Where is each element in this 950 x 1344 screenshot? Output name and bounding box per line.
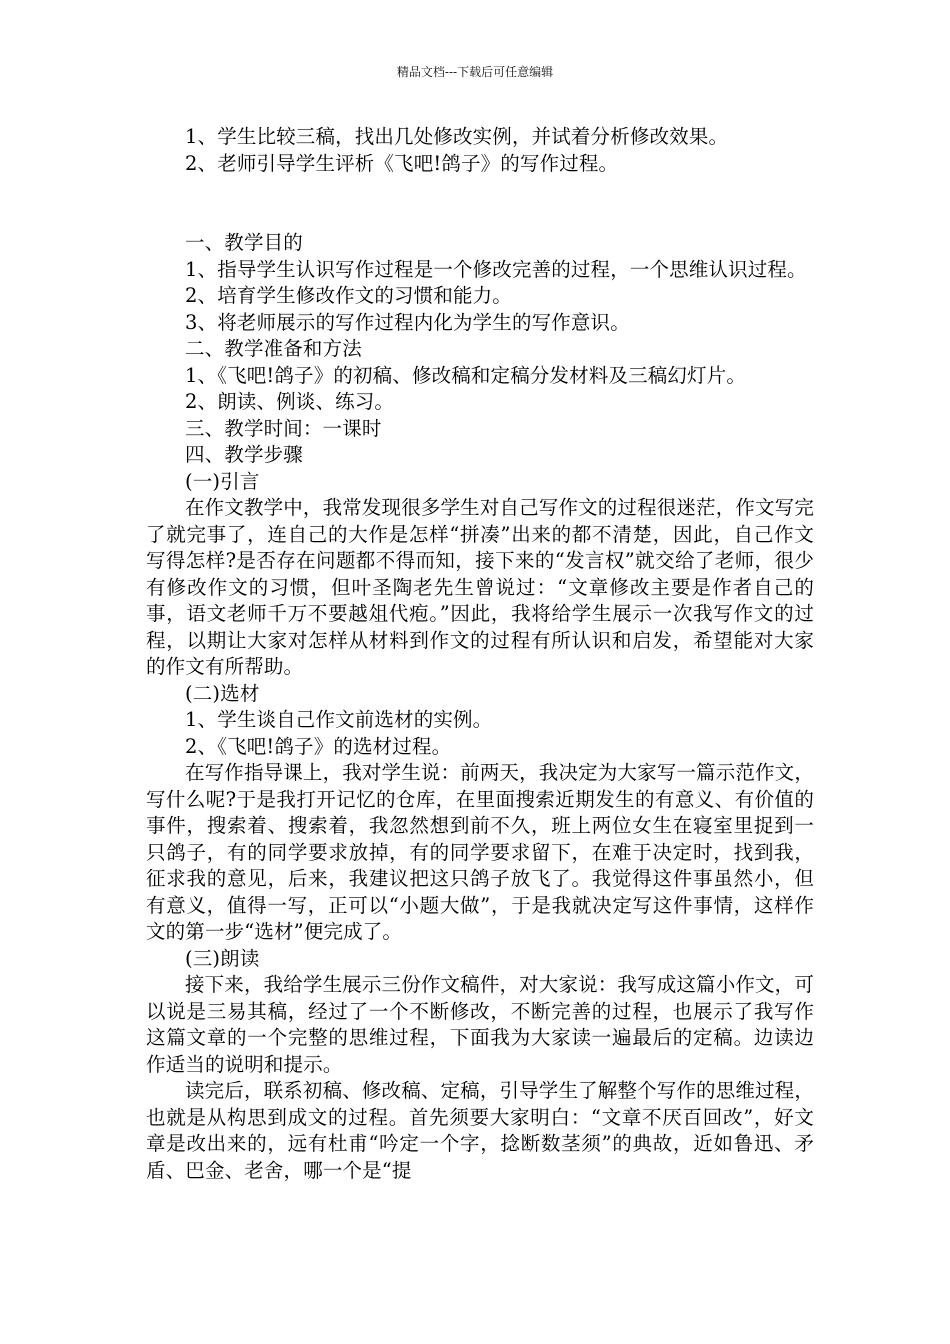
document-body (146, 124, 814, 1184)
paragraph: 2、培育学生修改作文的习惯和能力。 (185, 284, 512, 307)
paragraph: 在作文教学中，我常发现很多学生对自己写作文的过程很迷茫，作文写完了就完事了，连自己的大作是怎样“拼凑”出来的都不清楚，因此，自己作文写得怎样?是否存在问题都不得而知，接下来的“发言权”就交给了老师，很少有修改作文的习惯，但叶圣陶老先生曾说过：“文章修改主要是作者自己的事，语文老师千万不要越俎代疱。”因此，我将给学生展示一次我写作文的过程，以期让大家对怎样从材料到作文的过程有所认识和启发，希望能对大家的作文有所帮助。 (146, 496, 814, 678)
paragraph: 2、朗读、例谈、练习。 (185, 390, 395, 413)
paragraph: 2、老师引导学生评析《飞吧!鸽子》的写作过程。 (185, 151, 619, 175)
subsection-heading: (三)朗读 (185, 946, 260, 970)
paragraph: 在写作指导课上，我对学生说：前两天，我决定为大家写一篇示范作文，写什么呢?于是我打开记忆的仓库，在里面搜索近期发生的有意义、有价值的事件，搜索着、搜索着，我忽然想到前不久，班上两位女生在寝室里捉到一只鸽子，有的同学要求放掉，有的同学要求留下，在难于决定时，找到我，征求我的意见，后来，我建议把这只鸽子放飞了。我觉得这件事虽然小，但有意义，值得一写，正可以“小题大做”，于是我就决定写这件事情，这样作文的第一步“选材”便完成了。 (146, 761, 814, 943)
subsection-heading: (二)选材 (185, 681, 260, 705)
page-header: 精品文档---下载后可任意编辑 (396, 65, 554, 79)
paragraph: 1、指导学生认识写作过程是一个修改完善的过程，一个思维认识过程。 (185, 257, 807, 281)
blank-gap (146, 177, 814, 230)
paragraph: 1、学生谈自己作文前选材的实例。 (185, 708, 493, 731)
section-heading: 三、教学时间：一课时 (185, 416, 382, 440)
subsection-heading: (一)引言 (185, 469, 260, 493)
paragraph: 接下来，我给学生展示三份作文稿件，对大家说：我写成这篇小作文，可以说是三易其稿，经过了一个不断修改，不断完善的过程，也展示了我写作这篇文章的一个完整的思维过程，下面我为大家读一遍最后的定稿。边读边作适当的说明和提示。 (146, 973, 814, 1076)
section-heading: 一、教学目的 (185, 231, 303, 254)
paragraph: 1、《飞吧!鸽子》的初稿、修改稿和定稿分发材料及三稿幻灯片。 (185, 363, 746, 387)
paragraph: 1、学生比较三稿，找出几处修改实例，并试着分析修改效果。 (185, 125, 729, 148)
section-heading: 四、教学步骤 (185, 443, 303, 466)
paragraph: 2、《飞吧!鸽子》的选材过程。 (185, 734, 452, 758)
paragraph: 3、将老师展示的写作过程内化为学生的写作意识。 (185, 310, 630, 334)
paragraph: 读完后，联系初稿、修改稿、定稿，引导学生了解整个写作的思维过程，也就是从构思到成文的过程。首先须要大家明白：“文章不厌百回改”，好文章是改出来的，远有杜甫“吟定一个字，捻断数茎须”的典故，近如鲁迅、矛盾、巴金、老舍，哪一个是“提 (146, 1079, 814, 1182)
section-heading: 二、教学准备和方法 (185, 337, 362, 360)
